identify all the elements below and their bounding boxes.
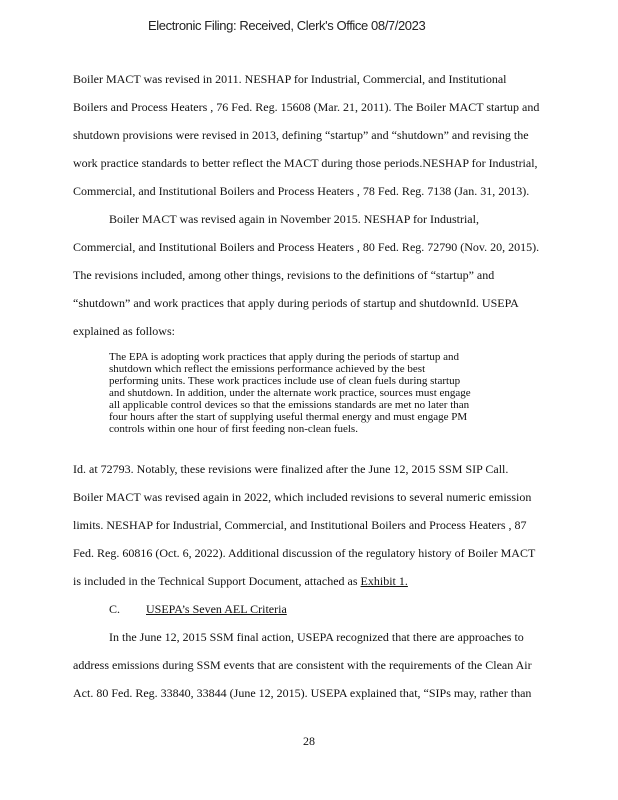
paragraph-line: Commercial, and Institutional Boilers and Process Heaters , 80 Fed. Reg. 72790 (Nov. 20, 2015). bbox=[73, 240, 540, 254]
paragraph-line: Id. at 72793. Notably, these revisions were finalized after the June 12, 2015 SSM SIP Call. bbox=[73, 462, 509, 476]
paragraph-text: is included in the Technical Support Document, attached as bbox=[73, 574, 361, 588]
paragraph-line: Boiler MACT was revised again in November 2015. NESHAP for Industrial, bbox=[109, 212, 479, 226]
paragraph-line: Act. 80 Fed. Reg. 33840, 33844 (June 12, 2015). USEPA explained that, “SIPs may, rather than bbox=[73, 686, 532, 700]
paragraph-line: Commercial, and Institutional Boilers and Process Heaters , 78 Fed. Reg. 7138 (Jan. 31, 2013). bbox=[73, 184, 530, 198]
exhibit-link[interactable]: Exhibit 1. bbox=[360, 574, 408, 588]
paragraph-line bbox=[73, 574, 553, 588]
paragraph-line: Boiler MACT was revised again in 2022, which included revisions to several numeric emission bbox=[73, 490, 532, 504]
filing-stamp: Electronic Filing: Received, Clerk's Office 08/7/2023 bbox=[148, 18, 426, 33]
block-quote-line: all applicable control devices so that the emissions standards are met no later than bbox=[109, 399, 470, 411]
block-quote-line: four hours after the start of supplying useful thermal energy and must engage PM bbox=[109, 411, 468, 423]
page-number: 28 bbox=[303, 734, 315, 748]
paragraph-line: work practice standards to better reflect the MACT during those periods.NESHAP for Industrial, bbox=[73, 156, 538, 170]
block-quote-line: The EPA is adopting work practices that apply during the periods of startup and bbox=[109, 351, 459, 363]
section-heading-title: USEPA’s Seven AEL Criteria bbox=[146, 602, 287, 616]
paragraph-line: “shutdown” and work practices that apply during periods of startup and shutdownId. USEPA bbox=[73, 296, 519, 310]
block-quote-line: and shutdown. In addition, under the alternate work practice, sources must engage bbox=[109, 387, 471, 399]
block-quote-line: controls within one hour of first feeding non-clean fuels. bbox=[109, 423, 358, 435]
paragraph-line: Boiler MACT was revised in 2011. NESHAP for Industrial, Commercial, and Institutional bbox=[73, 72, 507, 86]
block-quote-line: performing units. These work practices include use of clean fuels during startup bbox=[109, 375, 461, 387]
paragraph-line: shutdown provisions were revised in 2013, defining “startup” and “shutdown” and revising the bbox=[73, 128, 529, 142]
section-heading-letter: C. bbox=[109, 602, 121, 616]
paragraph-line: explained as follows: bbox=[73, 324, 175, 338]
paragraph-line: The revisions included, among other things, revisions to the definitions of “startup” and bbox=[73, 268, 495, 282]
paragraph-line: limits. NESHAP for Industrial, Commercial, and Institutional Boilers and Process Heaters , 87 bbox=[73, 518, 527, 532]
paragraph-line: Fed. Reg. 60816 (Oct. 6, 2022). Additional discussion of the regulatory history of Boiler MACT bbox=[73, 546, 536, 560]
paragraph-line: address emissions during SSM events that are consistent with the requirements of the Clean Air bbox=[73, 658, 532, 672]
paragraph-line: In the June 12, 2015 SSM final action, USEPA recognized that there are approaches to bbox=[109, 630, 524, 644]
block-quote-line: shutdown which reflect the emissions performance achieved by the best bbox=[109, 363, 426, 375]
paragraph-line: Boilers and Process Heaters , 76 Fed. Reg. 15608 (Mar. 21, 2011). The Boiler MACT startup and bbox=[73, 100, 540, 114]
